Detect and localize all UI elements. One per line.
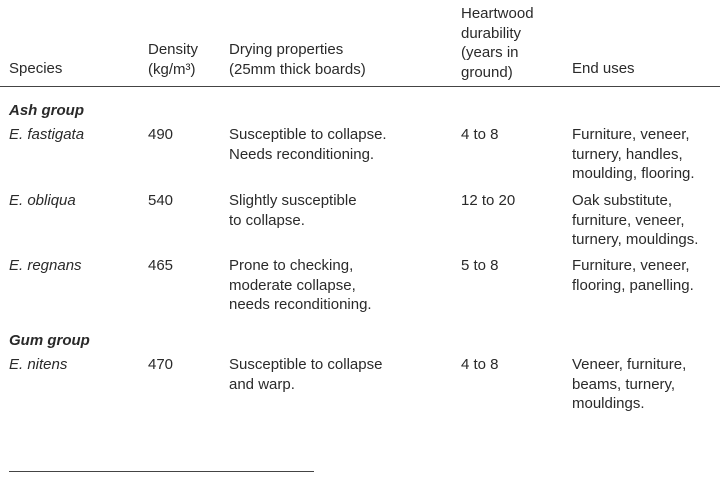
header-density: Density (kg/m³) — [148, 41, 199, 78]
group-label-ash: Ash group — [9, 102, 84, 119]
drying-cell: Susceptible to collapse. Needs reconditioning. — [229, 126, 387, 163]
density-cell: 490 — [148, 126, 174, 143]
end-uses-cell: Veneer, furniture, beams, turnery, mouldings. — [572, 356, 687, 412]
drying-cell: Slightly susceptible to collapse. — [229, 192, 357, 229]
heartwood-cell: 4 to 8 — [461, 126, 499, 143]
density-cell: 465 — [148, 257, 174, 274]
header-drying: Drying properties (25mm thick boards) — [229, 41, 366, 78]
species-cell: E. nitens — [9, 356, 68, 373]
header-rule — [0, 86, 720, 87]
species-cell: E. fastigata — [9, 126, 85, 143]
heartwood-cell: 4 to 8 — [461, 356, 499, 373]
heartwood-cell: 5 to 8 — [461, 257, 499, 274]
header-heartwood: Heartwood durability (years in ground) — [461, 5, 534, 81]
heartwood-cell: 12 to 20 — [461, 192, 516, 209]
density-cell: 470 — [148, 356, 174, 373]
footnote-rule — [9, 471, 314, 472]
group-label-gum: Gum group — [9, 332, 90, 349]
header-end-uses: End uses — [572, 60, 635, 77]
density-cell: 540 — [148, 192, 174, 209]
drying-cell: Prone to checking, moderate collapse, needs reconditioning. — [229, 257, 372, 313]
species-cell: E. regnans — [9, 257, 82, 274]
end-uses-cell: Oak substitute, furniture, veneer, turnery, mouldings. — [572, 192, 699, 248]
drying-cell: Susceptible to collapse and warp. — [229, 356, 383, 393]
species-cell: E. obliqua — [9, 192, 76, 209]
end-uses-cell: Furniture, veneer, flooring, panelling. — [572, 257, 694, 294]
end-uses-cell: Furniture, veneer, turnery, handles, moulding, flooring. — [572, 126, 695, 182]
header-species: Species — [9, 60, 63, 77]
